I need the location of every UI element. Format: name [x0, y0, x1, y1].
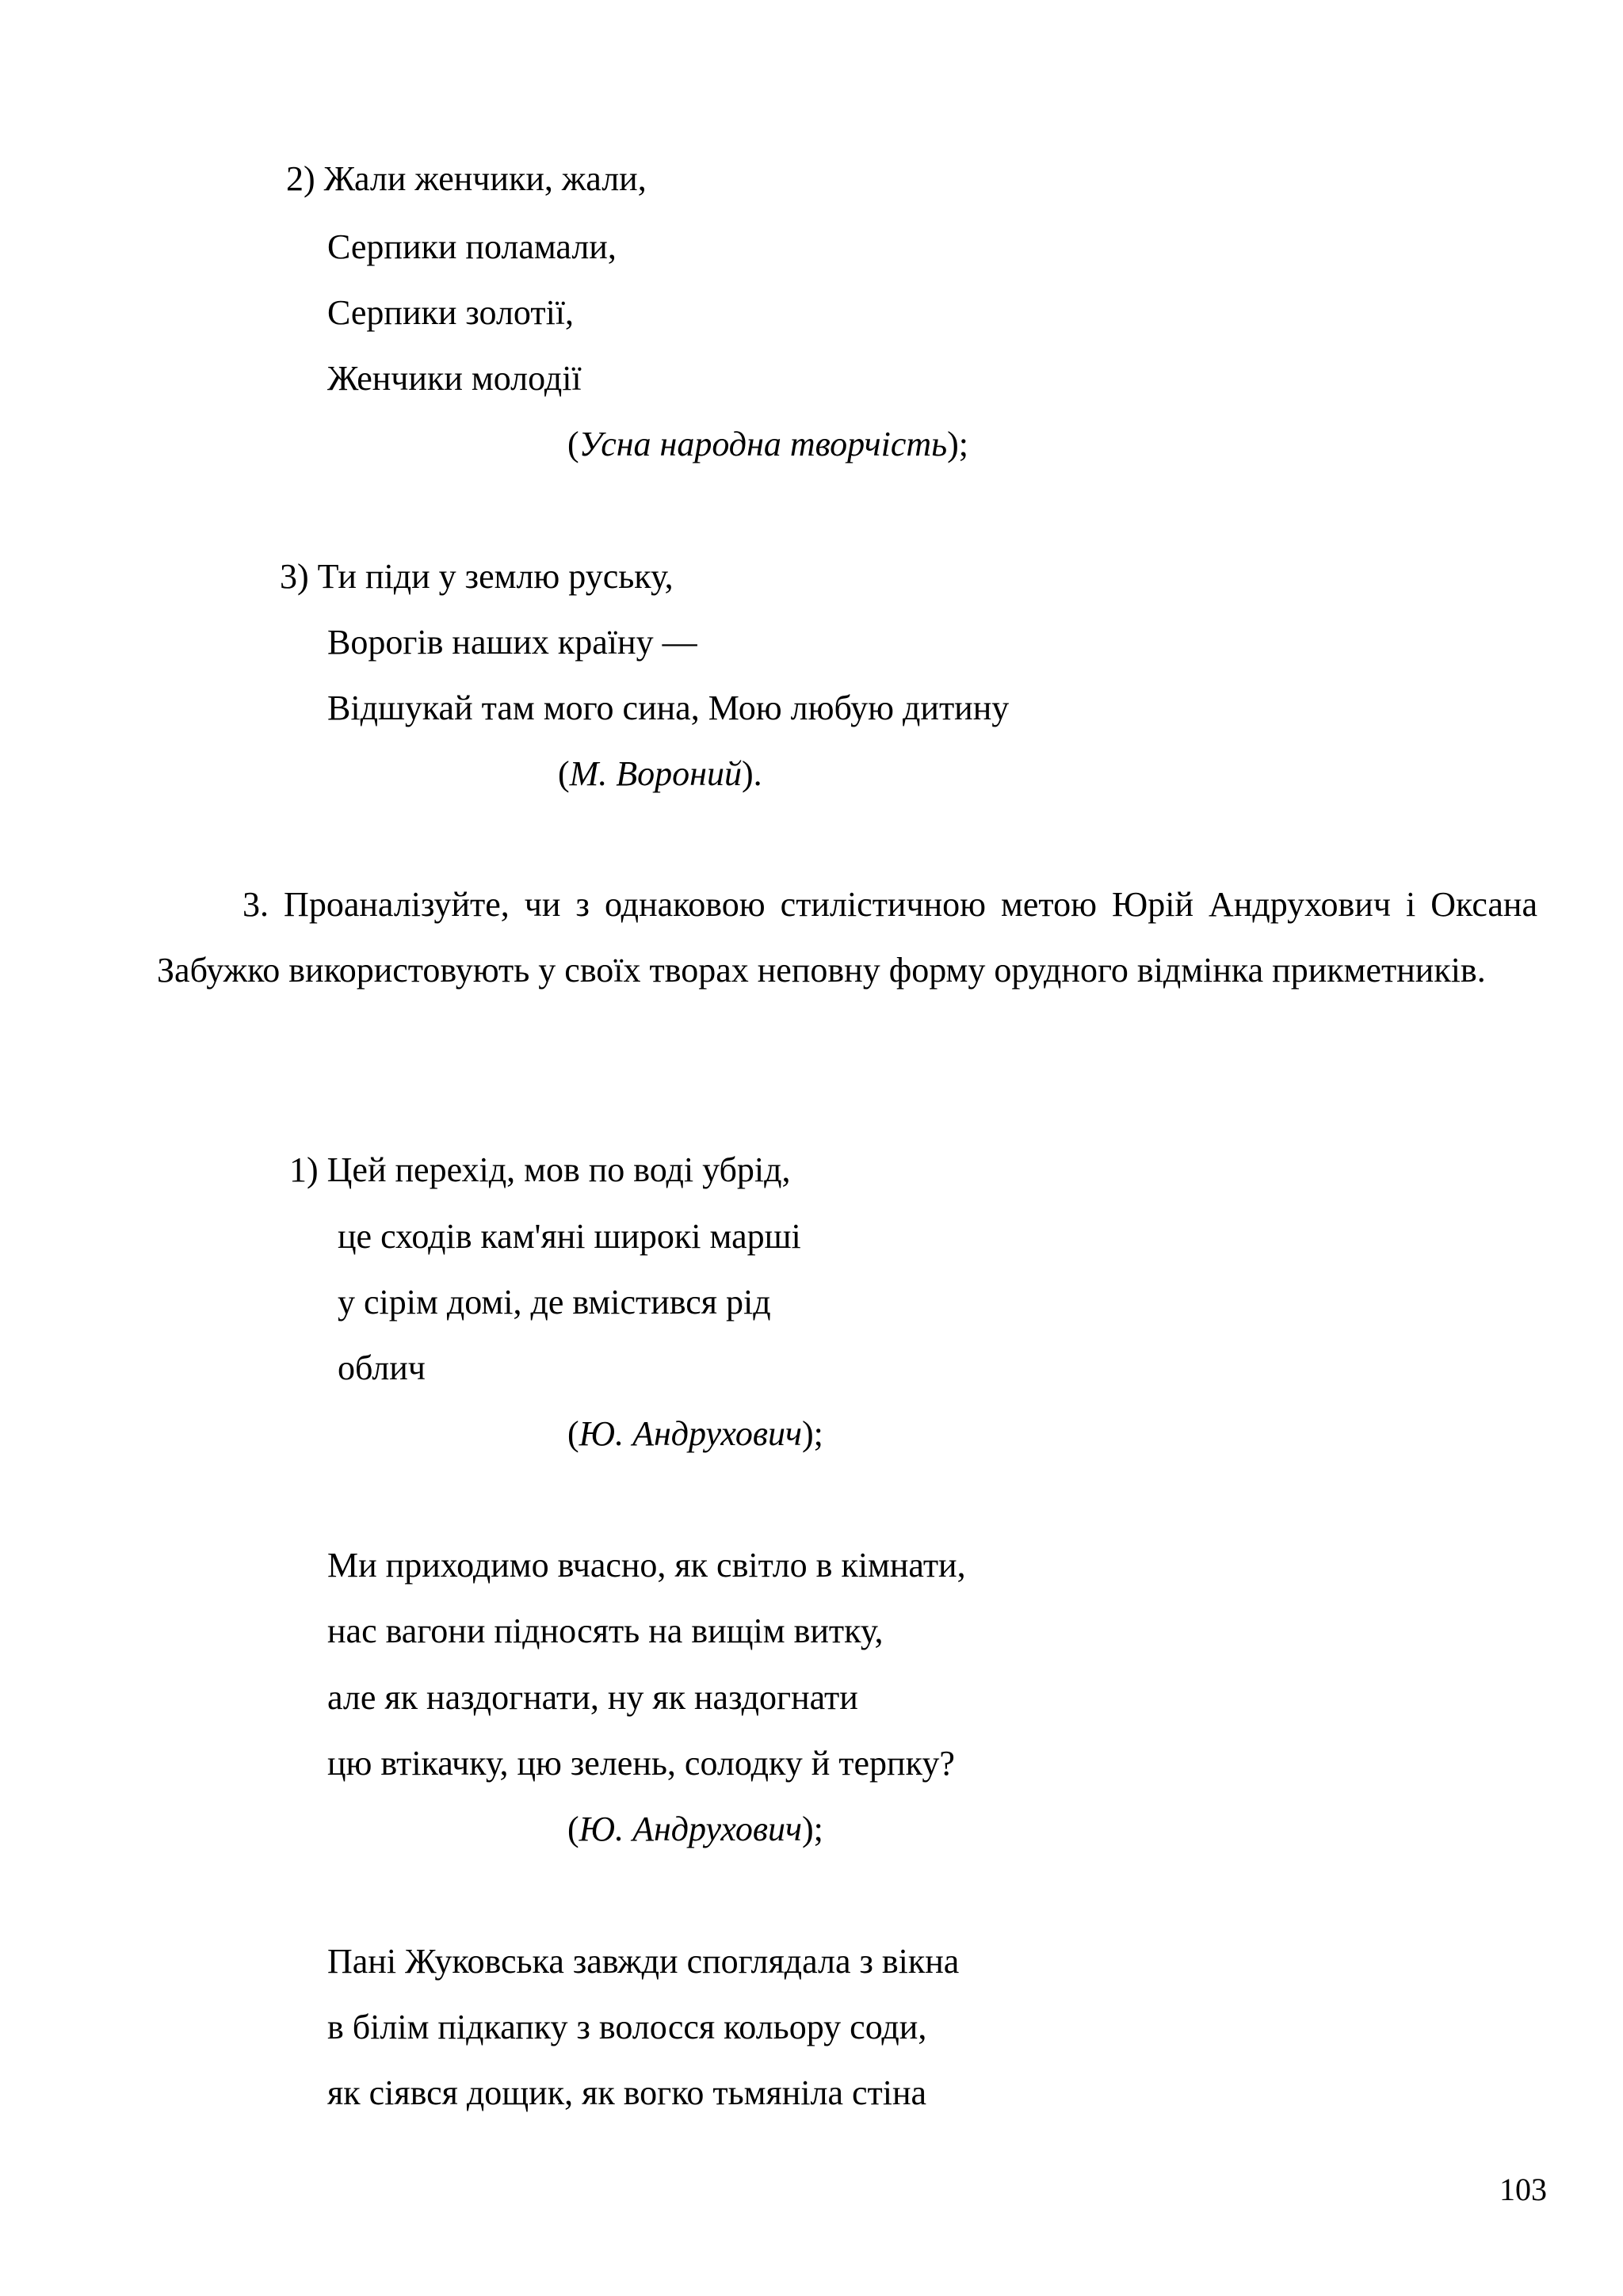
- task-3-paragraph: 3. Проаналізуйте, чи з однаковою стилістичною метою Юрій Андрухович і Оксана Забужко використовують у своїх творах неповну форму орудного відмінка прикметників.: [157, 885, 1537, 990]
- example-2-line-3: але як наздогнати, ну як наздогнати: [327, 1678, 858, 1717]
- example-1-attribution: [567, 1413, 823, 1455]
- example-1-line-1: 1) Цей перехід, мов по воді убрід,: [289, 1150, 791, 1189]
- attribution-open: (: [567, 1414, 579, 1453]
- attribution-close: );: [801, 1810, 823, 1848]
- example-2-attribution: [567, 1809, 823, 1850]
- example-2-line-1: Ми приходимо вчасно, як світло в кімнати,: [327, 1546, 966, 1585]
- example-3-line-3: як сіявся дощик, як вогко тьмяніла стіна: [327, 2073, 927, 2112]
- poem-3-line-2: Ворогів наших країну —: [327, 623, 697, 662]
- attribution-open: (: [567, 1810, 579, 1848]
- poem-2-line-2: Серпики поламали,: [327, 227, 617, 266]
- poem-2-line-4: Женчики молодії: [327, 359, 582, 398]
- attribution-source: Усна народна творчість: [579, 425, 948, 463]
- poem-3-attribution: [558, 753, 762, 795]
- example-3-line-2: в білім підкапку з волосся кольору соди,: [327, 2008, 927, 2046]
- attribution-source: Ю. Андрухович: [579, 1414, 802, 1453]
- attribution-close: );: [947, 425, 969, 463]
- attribution-open: (: [567, 425, 579, 463]
- example-1-line-4: облич: [338, 1348, 426, 1387]
- attribution-source: М. Вороний: [569, 754, 743, 793]
- attribution-close: ).: [742, 754, 762, 793]
- example-2-line-4: цю втікачку, цю зелень, солодку й терпку?: [327, 1744, 955, 1783]
- page-number: 103: [1499, 2172, 1547, 2207]
- poem-3-line-1: 3) Ти піди у землю руську,: [280, 557, 674, 596]
- poem-2-line-3: Серпики золотії,: [327, 293, 575, 332]
- example-3-line-1: Пані Жуковська завжди споглядала з вікна: [327, 1942, 960, 1981]
- attribution-open: (: [558, 754, 570, 793]
- example-1-line-3: у сірім домі, де вмістився рід: [338, 1283, 771, 1322]
- poem-3-line-3: Відшукай там мого сина, Мою любую дитину: [327, 688, 1010, 727]
- example-2-line-2: нас вагони підносять на вищім витку,: [327, 1611, 884, 1650]
- attribution-close: );: [801, 1414, 823, 1453]
- poem-2-line-1: 2) Жали женчики, жали,: [286, 159, 647, 198]
- example-1-line-2: це сходів кам'яні широкі марші: [338, 1217, 801, 1256]
- attribution-source: Ю. Андрухович: [579, 1810, 802, 1848]
- poem-2-attribution: [567, 424, 968, 465]
